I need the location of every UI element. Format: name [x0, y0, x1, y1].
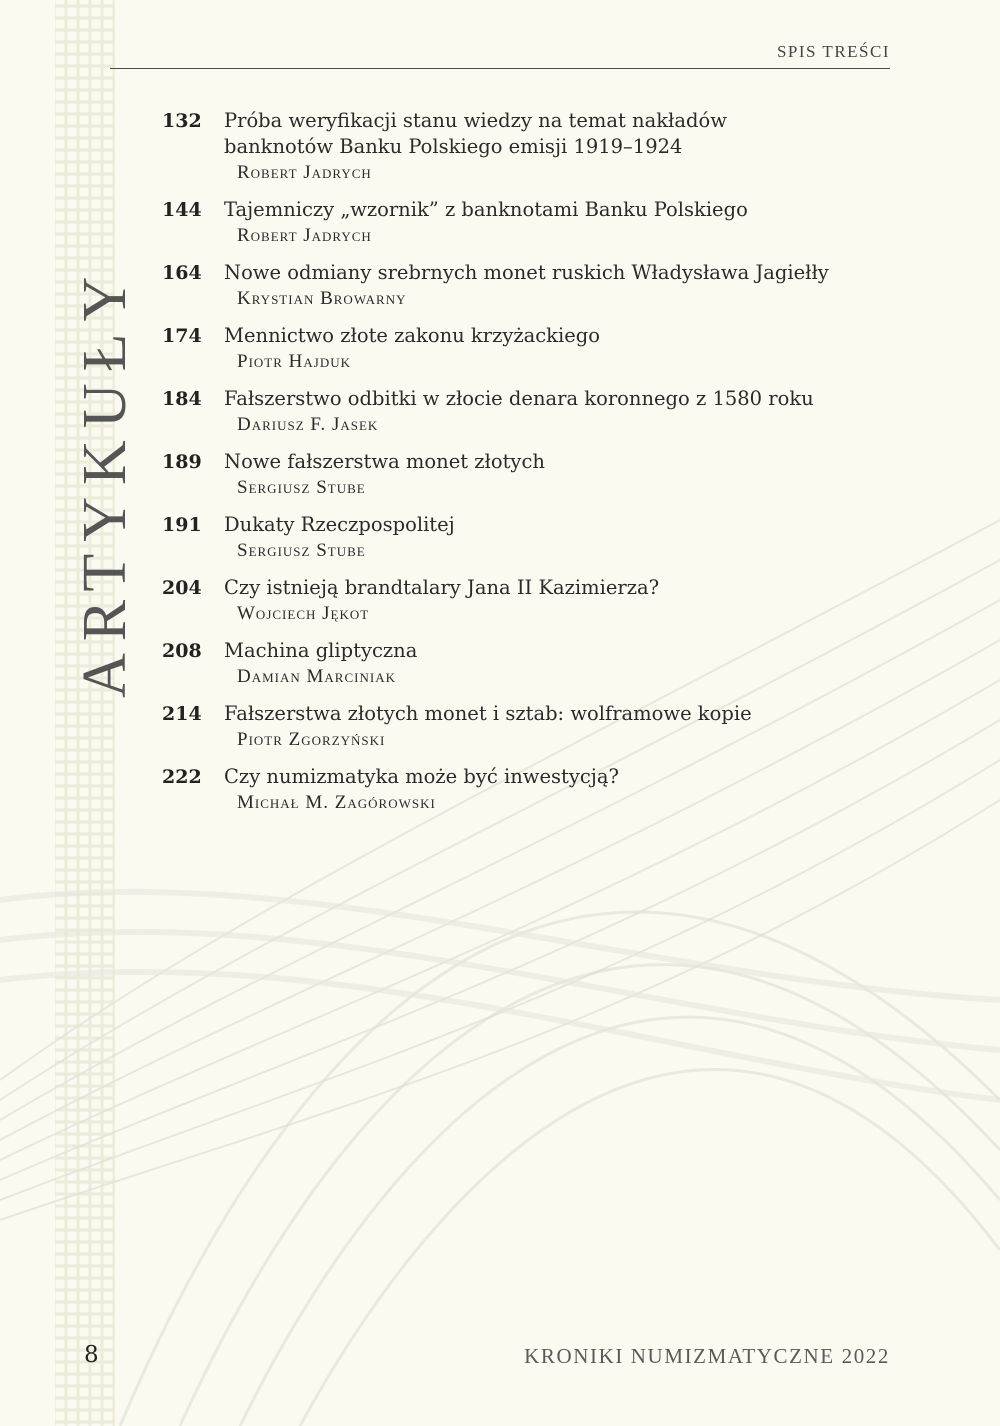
toc-page-number: 208: [162, 640, 202, 662]
toc-title: Czy numizmatyka może być inwestycją?: [224, 765, 619, 788]
toc-title: Fałszerstwo odbitki w złocie denara koronnego z 1580 roku: [224, 387, 814, 410]
toc-entry[interactable]: [162, 701, 902, 753]
toc-page-number: 214: [162, 703, 202, 725]
toc-page-number: 191: [162, 514, 202, 536]
toc-author: Piotr Zgorzyński: [237, 729, 386, 750]
page-number: 8: [84, 1342, 99, 1368]
journal-name: KRONIKI NUMIZMATYCZNE 2022: [524, 1344, 890, 1368]
toc-author: Dariusz F. Jasek: [237, 414, 379, 435]
toc-entry[interactable]: [162, 512, 902, 564]
toc-title: Tajemniczy „wzornik” z banknotami Banku Polskiego: [224, 198, 748, 221]
page-header: [110, 38, 890, 69]
toc-title: Mennictwo złote zakonu krzyżackiego: [224, 324, 600, 347]
toc-author: Robert Jadrych: [237, 225, 372, 246]
toc-title: Nowe fałszerstwa monet złotych: [224, 450, 545, 473]
toc-entry[interactable]: [162, 575, 902, 627]
toc-title: Czy istnieją brandtalary Jana II Kazimierza?: [224, 576, 660, 599]
toc-entry[interactable]: [162, 260, 902, 312]
toc-entry[interactable]: [162, 449, 902, 501]
section-label: ARTYKUŁY: [71, 264, 139, 698]
toc-page-number: 164: [162, 262, 202, 284]
toc-title: Machina gliptyczna: [224, 639, 418, 662]
toc-page-number: 144: [162, 199, 202, 221]
toc-entry[interactable]: [162, 386, 902, 438]
toc-author: Piotr Hajduk: [237, 351, 351, 372]
toc-entry[interactable]: [162, 764, 902, 816]
toc-page-number: 184: [162, 388, 202, 410]
toc-page-number: 174: [162, 325, 202, 347]
toc-title: Dukaty Rzeczpospolitej: [224, 513, 455, 536]
header-title: SPIS TREŚCI: [776, 42, 890, 61]
toc-author: Wojciech Jękot: [237, 603, 370, 624]
toc-author: Sergiusz Stube: [237, 540, 366, 561]
toc-page-number: 132: [162, 110, 202, 132]
toc-page-number: 189: [162, 451, 202, 473]
toc-author: Damian Marciniak: [237, 666, 396, 687]
toc-author: Michał M. Zagórowski: [237, 792, 436, 813]
toc-title: Fałszerstwa złotych monet i sztab: wolframowe kopie: [224, 702, 752, 725]
toc-entry[interactable]: [162, 638, 902, 690]
toc-entry[interactable]: [162, 108, 902, 186]
toc-page-number: 204: [162, 577, 202, 599]
toc-page-number: 222: [162, 766, 202, 788]
toc-author: Robert Jadrych: [237, 162, 372, 183]
toc-author: Krystian Browarny: [237, 288, 407, 309]
table-of-contents: [162, 108, 902, 827]
toc-entry[interactable]: [162, 197, 902, 249]
toc-author: Sergiusz Stube: [237, 477, 366, 498]
toc-title: Nowe odmiany srebrnych monet ruskich Władysława Jagiełły: [224, 261, 829, 284]
toc-title: banknotów Banku Polskiego emisji 1919–1924: [224, 135, 683, 158]
toc-entry[interactable]: [162, 323, 902, 375]
toc-title: Próba weryfikacji stanu wiedzy na temat nakładów: [224, 109, 727, 132]
